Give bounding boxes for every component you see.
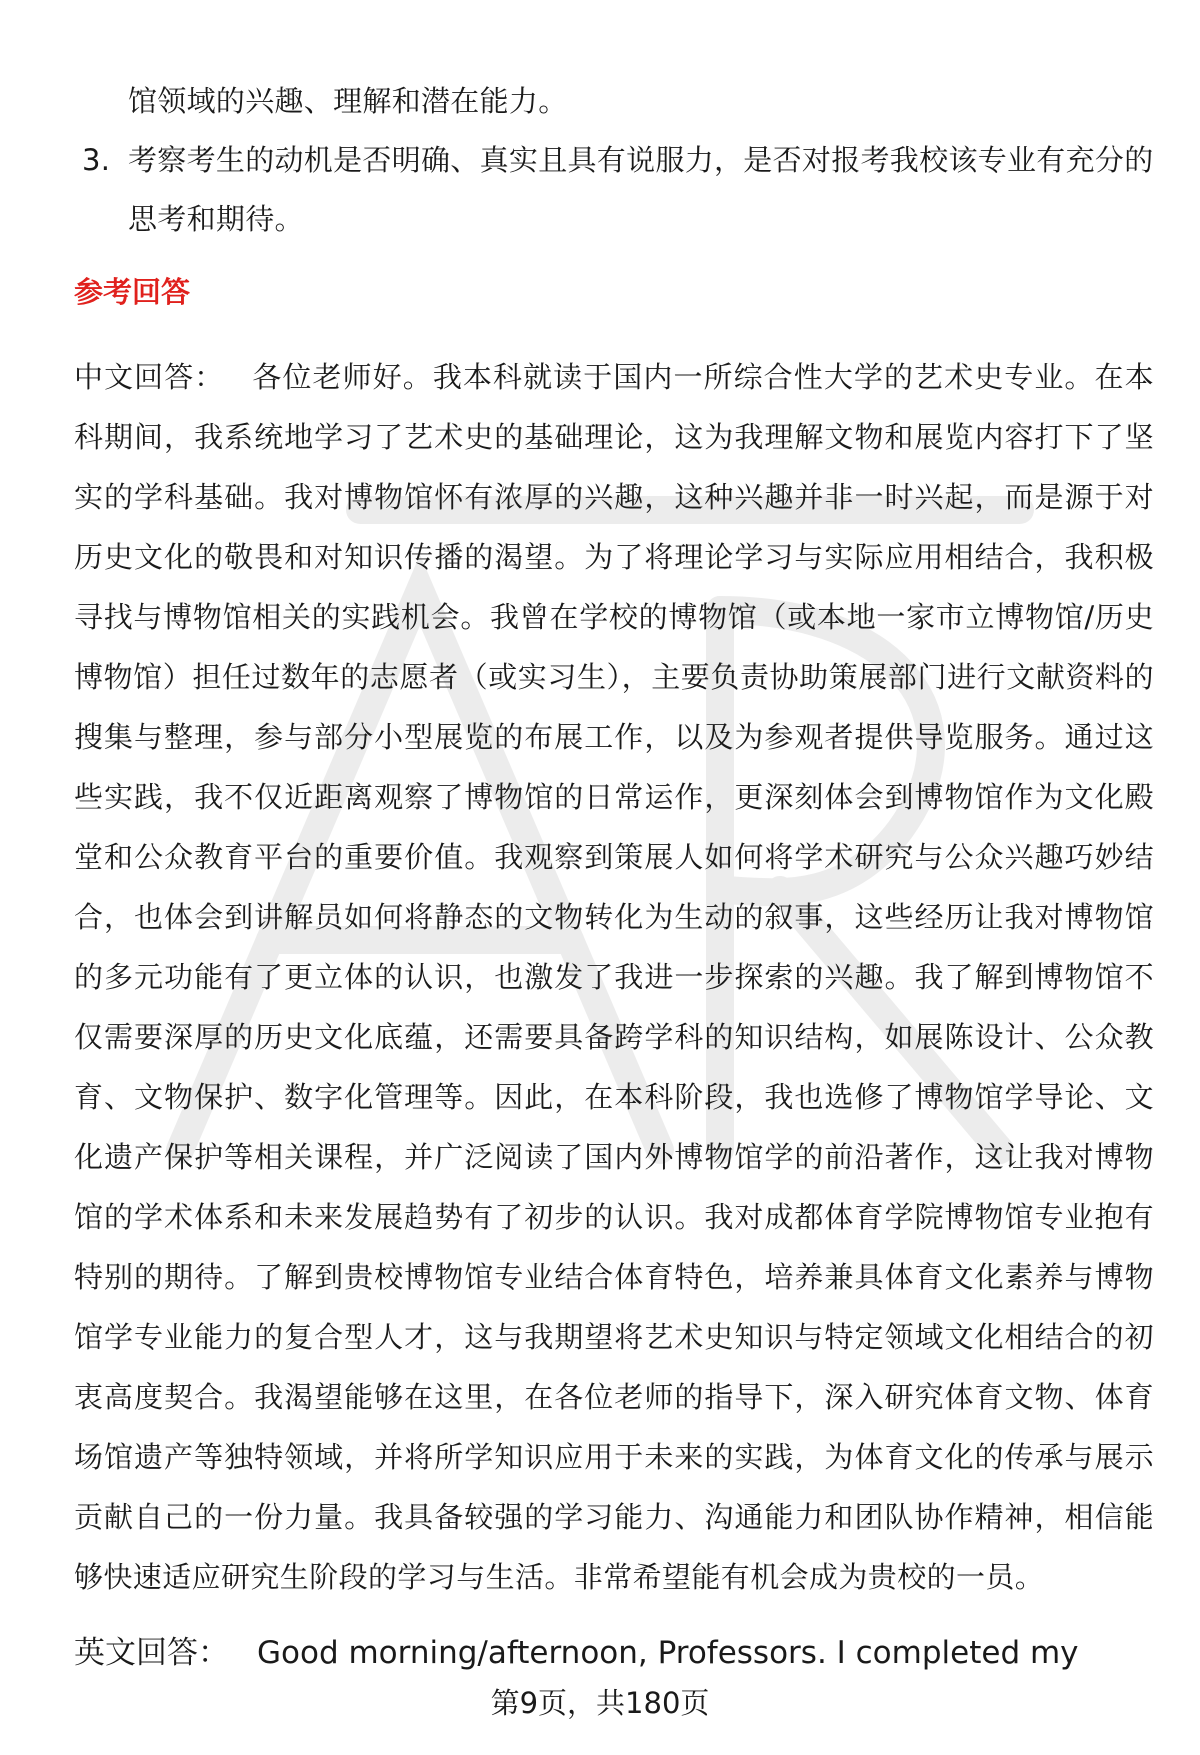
english-answer-paragraph xyxy=(74,1628,1154,1678)
english-answer-label: 英文回答： xyxy=(74,1635,229,1671)
list-item-2-continuation: 馆领域的兴趣、理解和潜在能力。 xyxy=(128,84,568,118)
chinese-answer-paragraph xyxy=(74,347,1154,1607)
list-item-text: 考察考生的动机是否明确、真实且具有说服力，是否对报考我校该专业有充分的思考和期待。 xyxy=(128,143,1154,236)
list-item-number: 3. xyxy=(82,143,111,177)
criteria-list xyxy=(74,72,1154,249)
list-item-3 xyxy=(74,131,1154,249)
reference-answer-heading: 参考回答 xyxy=(74,275,191,309)
english-answer-text: Good morning/afternoon, Professors. I completed my xyxy=(257,1635,1079,1671)
chinese-answer-text: 各位老师好。我本科就读于国内一所综合性大学的艺术史专业。在本科期间，我系统地学习了艺术史的基础理论，这为我理解文物和展览内容打下了坚实的学科基础。我对博物馆怀有浓厚的兴趣，这种兴趣并非一时兴起，而是源于对历史文化的敬畏和对知识传播的渴望。为了将理论学习与实际应用相结合，我积极寻找与博物馆相关的实践机会。我曾在学校的博物馆（或本地一家市立博物馆/历史博物馆）担任过数年的志愿者（或实习生），主要负责协助策展部门进行文献资料的搜集与整理，参与部分小型展览的布展工作，以及为参观者提供导览服务。通过这些实践，我不仅近距离观察了博物馆的日常运作，更深刻体会到博物馆作为文化殿堂和公众教育平台的重要价值。我观察到策展人如何将学术研究与公众兴趣巧妙结合，也体会到讲解员如何将静态的文物转化为生动的叙事，这些经历让我对博物馆的多元功能有了更立体的认识，也激发了我进一步探索的兴趣。我了解到博物馆不仅需要深厚的历史文化底蕴，还需要具备跨学科的知识结构，如展陈设计、公众教育、文物保护、数字化管理等。因此，在本科阶段，我也选修了博物馆学导论、文化遗产保护等相关课程，并广泛阅读了国内外博物馆学的前沿著作，这让我对博物馆的学术体系和未来发展趋势有了初步的认识。我对成都体育学院博物馆专业抱有特别的期待。了解到贵校博物馆专业结合体育特色，培养兼具体育文化素养与博物馆学专业能力的复合型人才，这与我期望将艺术史知识与特定领域文化相结合的初衷高度契合。我渴望能够在这里，在各位老师的指导下，深入研究体育文物、体育场馆遗产等独特领域，并将所学知识应用于未来的实践，为体育文化的传承与展示贡献自己的一份力量。我具备较强的学习能力、沟通能力和团队协作精神，相信能够快速适应研究生阶段的学习与生活。非常希望能有机会成为贵校的一员。 xyxy=(74,360,1154,1594)
page-number-footer: 第9页，共180页 xyxy=(490,1686,710,1720)
chinese-answer-label: 中文回答： xyxy=(74,360,225,394)
